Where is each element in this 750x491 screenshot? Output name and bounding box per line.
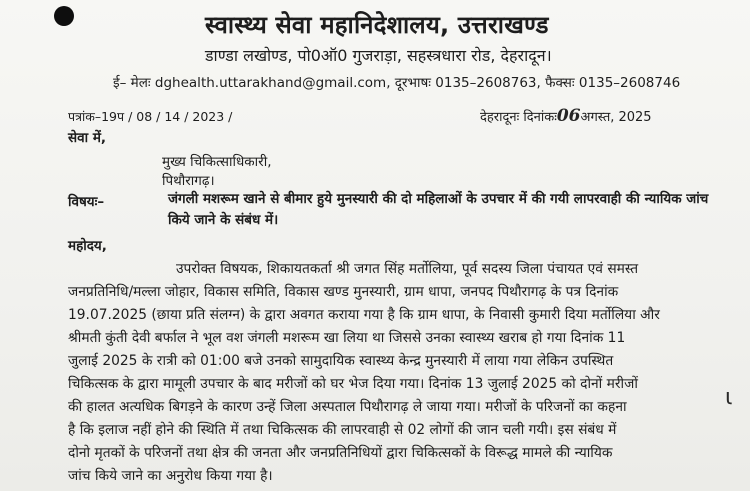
body-line: दोनो मृतकों के परिजनों तथा क्षेत्र की जनता और जनप्रतिनिधियों द्वारा चिकित्सकों के विरूद्ध मामले की न्यायिक <box>68 445 613 461</box>
letterhead-title: स्वास्थ्य सेवा महानिदेशालय, उत्तराखण्ड <box>205 11 549 39</box>
date-day-handwritten: 06 <box>556 106 581 126</box>
body-line: जनप्रतिनिधि/मल्ला जोहार, विकास समिति, विकास खण्ड मुनस्यारी, ग्राम धापा, जनपद पिथौरागढ़ के पत्र दिनांक <box>68 284 619 300</box>
body-line: चिकित्सक के द्वारा मामूली उपचार के बाद मरीजों को घर भेज दिया गया। दिनांक 13 जुलाई 2025 को दोनों मरीजों <box>68 376 638 392</box>
margin-pen-mark: ι <box>725 385 733 410</box>
letterhead-contact: ई– मेलः dghealth.uttarakhand@gmail.com, दूरभाषः 0135–2608763, फैक्सः 0135–2608746 <box>113 75 681 91</box>
body-line: की हालत अत्यधिक बिगड़ने के कारण उन्हें जिला अस्पताल पिथौरागढ़ ले जाया गया। मरीजों के परिजनों का कहना <box>68 399 627 415</box>
subject-text: जंगली मशरूम खाने से बीमार हुये मुनस्यारी की दो महिलाओं के उपचार में की गयी लापरवाही की न्यायिक जांच किये जाने के संबंध में। <box>168 191 709 228</box>
reference-number: पत्रांक–19प / 08 / 14 / 2023 / <box>68 109 233 124</box>
body-line: उपरोक्त विषयक, शिकायतकर्ता श्री जगत सिंह मर्तोलिया, पूर्व सदस्य जिला पंचायत एवं समस्त <box>176 261 639 277</box>
recipient-place: पिथौरागढ़। <box>162 173 215 189</box>
recipient-designation: मुख्य चिकित्साधिकारी, <box>162 154 272 170</box>
subject-label: विषयः– <box>68 194 105 210</box>
body-line: 19.07.2025 (छाया प्रति संलग्न) के द्वारा अवगत कराया गया है कि ग्राम धापा, के निवासी कुमारी दिया मर्तोलिया और <box>68 307 660 323</box>
date-rest: अगस्त, 2025 <box>580 110 652 125</box>
greeting: महोदय, <box>68 238 107 254</box>
body-line-last: जांच किये जाने का अनुरोध किया गया है। <box>68 468 273 484</box>
body-line: श्रीमती कुंती देवी बर्फाल ने भूल वश जंगली मशरूम खा लिया था जिससे उनका स्वास्थ्य खराब हो गया दिनांक 11 <box>68 330 626 346</box>
punch-hole-dot <box>54 6 74 26</box>
body-line: है कि इलाज नहीं होने की स्थिति में तथा चिकित्सक की लापरवाही से 02 लोगों की जान चली गयी। इस संबंध में <box>68 422 617 438</box>
letterhead-address: डाण्डा लखोण्ड, पो0ऑ0 गुजराड़ा, सहस्त्रधारा रोड, देहरादून। <box>205 46 552 65</box>
salutation-to: सेवा में, <box>68 130 107 146</box>
date-prefix: देहरादूनः दिनांकः <box>480 110 557 125</box>
body-line: जुलाई 2025 के रात्री को 01:00 बजे उनको सामुदायिक स्वास्थ्य केन्द्र मुनस्यारी में लाया गया लेकिन उपस्थित <box>68 353 614 369</box>
letter-date <box>480 106 652 126</box>
